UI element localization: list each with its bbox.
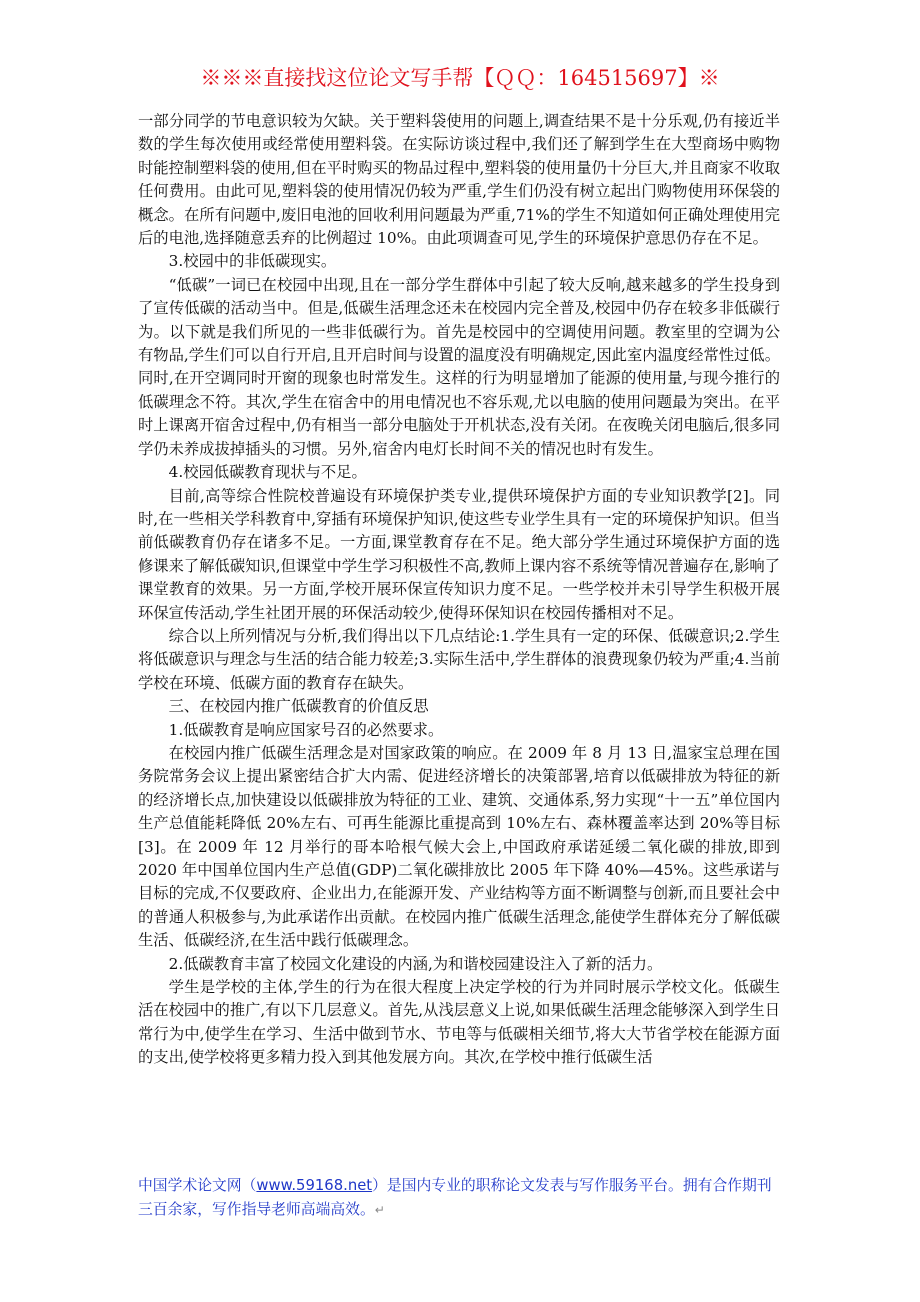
footer-suffix: ）是国内专业的职称论文发表与写作服务平台。拥有合作期刊三百余家，写作指导老师高端高效。 [138,1177,772,1218]
section-heading: 1.低碳教育是响应国家号召的必然要求。 [168,720,444,739]
section-heading: 3.校园中的非低碳现实。 [168,252,337,271]
paragraph-mark-icon: ↵ [374,1203,385,1217]
article-body [138,110,780,1070]
promo-header: ※※※直接找这位论文写手帮【ＱＱ：164515697】※ [200,66,720,90]
footer-notice [138,1174,783,1222]
section-heading: 4.校园低碳教育现状与不足。 [168,463,367,482]
paragraph: 在校园内推广低碳生活理念是对国家政策的响应。在 2009 年 8 月 13 日,温家宝总理在国务院常务会议上提出紧密结合扩大内需、促进经济增长的决策部署,培育以低碳排放为特征的新的经济增长点,加快建设以低碳排放为特征的工业、建筑、交通体系,努力实现“十一五”单位国内生产总值能耗降低 20%左右、可再生能源比重提高到 10%左右、森林覆盖率达到 20%等目标[3]。在 2009 年 12 月举行的哥本哈根气候大会上,中国政府承诺延缓二氧化碳的排放,即到 2020 年中国单位国内生产总值(GDP)二氧化碳排放比 2005 年下降 40%—45%。这些承诺与目标的完成,不仅要政府、企业出力,在能源开发、产业结构等方面不断调整与创新,而且要社会中的普通人积极参与,为此承诺作出贡献。在校园内推广低碳生活理念,能使学生群体充分了解低碳生活、低碳经济,在生活中践行低碳理念。 [138,743,780,950]
paragraph: “低碳”一词已在校园中出现,且在一部分学生群体中引起了较大反响,越来越多的学生投身到了宣传低碳的活动当中。但是,低碳生活理念还未在校园内完全普及,校园中仍存在较多非低碳行为。以下就是我们所见的一些非低碳行为。首先是校园中的空调使用问题。教室里的空调为公有物品,学生们可以自行开启,且开启时间与设置的温度没有明确规定,因此室内温度经常性过低。同时,在开空调同时开窗的现象也时常发生。这样的行为明显增加了能源的使用量,与现今推行的低碳理念不符。其次,学生在宿舍中的用电情况也不容乐观,尤以电脑的使用问题最为突出。在平时上课离开宿舍过程中,仍有相当一部分电脑处于开机状态,没有关闭。在夜晚关闭电脑后,很多同学仍未养成拔掉插头的习惯。另外,宿舍内电灯长时间不关的情况也时有发生。 [138,275,780,458]
footer-link[interactable]: www.59168.net [256,1177,373,1194]
paragraph: 一部分同学的节电意识较为欠缺。关于塑料袋使用的问题上,调查结果不是十分乐观,仍有接近半数的学生每次使用或经常使用塑料袋。在实际访谈过程中,我们还了解到学生在大型商场中购物时能控制塑料袋的使用,但在平时购买的物品过程中,塑料袋的使用量仍十分巨大,并且商家不收取任何费用。由此可见,塑料袋的使用情况仍较为严重,学生们仍没有树立起出门购物使用环保袋的概念。在所有问题中,废旧电池的回收利用问题最为严重,71%的学生不知道如何正确处理使用完后的电池,选择随意丢弃的比例超过 10%。由此项调查可见,学生的环境保护意思仍存在不足。 [138,112,780,248]
paragraph: 学生是学校的主体,学生的行为在很大程度上决定学校的行为并同时展示学校文化。低碳生活在校园中的推广,有以下几层意义。首先,从浅层意义上说,如果低碳生活理念能够深入到学生日常行为中,使学生在学习、生活中做到节水、节电等与低碳相关细节,将大大节省学校在能源方面的支出,使学校将更多精力投入到其他发展方向。其次,在学校中推行低碳生活 [138,978,780,1067]
paragraph: 目前,高等综合性院校普遍设有环境保护类专业,提供环境保护方面的专业知识教学[2]。同时,在一些相关学科教育中,穿插有环境保护知识,使这些专业学生具有一定的环境保护知识。但当前低碳教育仍存在诸多不足。一方面,课堂教育存在不足。绝大部分学生通过环境保护方面的选修课来了解低碳知识,但课堂中学生学习积极性不高,教师上课内容不系统等情况普遍存在,影响了课堂教育的效果。另一方面,学校开展环保宣传知识力度不足。一些学校并未引导学生积极开展环保宣传活动,学生社团开展的环保活动较少,使得环保知识在校园传播相对不足。 [138,486,780,622]
footer-prefix: 中国学术论文网（ [138,1177,257,1194]
paragraph: 综合以上所列情况与分析,我们得出以下几点结论:1.学生具有一定的环保、低碳意识;2.学生将低碳意识与理念与生活的结合能力较差;3.实际生活中,学生群体的浪费现象仍较为严重;4.当前学校在环境、低碳方面的教育存在缺失。 [138,626,780,692]
chapter-heading: 三、在校园内推广低碳教育的价值反思 [168,697,429,716]
section-heading: 2.低碳教育丰富了校园文化建设的内涵,为和谐校园建设注入了新的活力。 [168,954,663,973]
